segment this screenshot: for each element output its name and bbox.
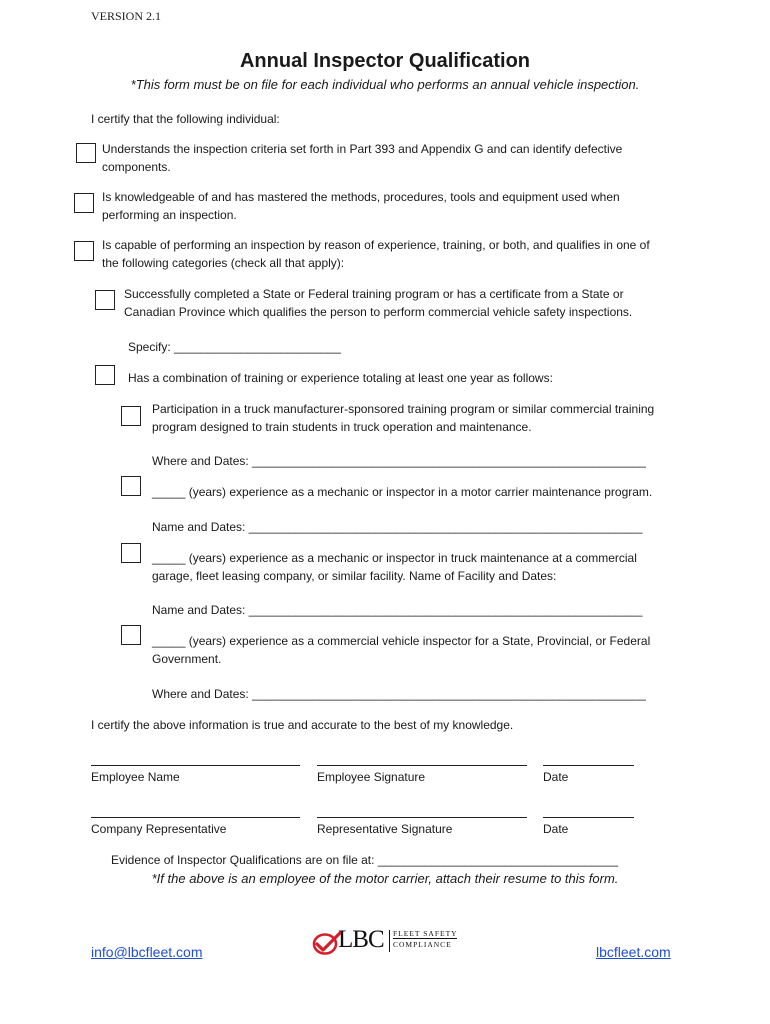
- combination-checkbox[interactable]: [95, 365, 115, 385]
- logo-sub-text-2: COMPLIANCE: [393, 940, 452, 949]
- employee-name-line[interactable]: [91, 765, 300, 766]
- mechanic-carrier-line1: _____ (years) experience as a mechanic or inspector in a motor carrier maintenance program.: [152, 485, 653, 499]
- employee-signature-label: Employee Signature: [317, 770, 426, 784]
- website-link[interactable]: lbcfleet.com: [596, 944, 671, 960]
- manufacturer-checkbox[interactable]: [121, 406, 141, 426]
- gov-inspector-checkbox[interactable]: [121, 625, 141, 645]
- gov-inspector-line2: Government.: [152, 652, 222, 666]
- specify-field[interactable]: Specify: _________________________: [128, 340, 341, 354]
- lbc-logo: [312, 926, 460, 960]
- mechanic-carrier-name-dates-field[interactable]: Name and Dates: ___________________________________________________________: [152, 520, 643, 534]
- email-link[interactable]: info@lbcfleet.com: [91, 944, 203, 960]
- understands-line2: components.: [102, 160, 171, 174]
- evidence-field[interactable]: Evidence of Inspector Qualifications are on file at: ____________________________________: [111, 853, 619, 867]
- manufacturer-line2: program designed to train students in truck operation and maintenance.: [152, 420, 532, 434]
- gov-inspector-line1: _____ (years) experience as a commercial vehicle inspector for a State, Provincial, or Federal: [152, 634, 651, 648]
- company-rep-label: Company Representative: [91, 822, 227, 836]
- knowledgeable-line1: Is knowledgeable of and has mastered the methods, procedures, tools and equipment used when: [102, 190, 620, 204]
- gov-inspector-where-dates-field[interactable]: Where and Dates: ___________________________________________________________: [152, 687, 646, 701]
- logo-sub-text-1: FLEET SAFETY: [393, 929, 458, 938]
- knowledgeable-line2: performing an inspection.: [102, 208, 237, 222]
- training-program-line2: Canadian Province which qualifies the person to perform commercial vehicle safety inspections.: [124, 305, 633, 319]
- capable-line2: the following categories (check all that apply):: [102, 256, 345, 270]
- capable-checkbox[interactable]: [74, 241, 94, 261]
- resume-note: *If the above is an employee of the motor carrier, attach their resume to this form.: [151, 871, 619, 886]
- understands-line1: Understands the inspection criteria set forth in Part 393 and Appendix G and can identify defective: [102, 142, 623, 156]
- mechanic-garage-line2: garage, fleet leasing company, or similar facility. Name of Facility and Dates:: [152, 569, 557, 583]
- manufacturer-where-dates-field[interactable]: Where and Dates: ___________________________________________________________: [152, 454, 646, 468]
- manufacturer-line1: Participation in a truck manufacturer-sponsored training program or similar commercial training: [152, 402, 655, 416]
- logo-divider: [389, 930, 390, 952]
- logo-main-text: LBC: [338, 926, 384, 953]
- rep-signature-line[interactable]: [317, 817, 527, 818]
- date-label-2: Date: [543, 822, 569, 836]
- date-line-1[interactable]: [543, 765, 634, 766]
- training-program-line1: Successfully completed a State or Federal training program or has a certificate from a State or: [124, 287, 624, 301]
- mechanic-garage-name-dates-field[interactable]: Name and Dates: ___________________________________________________________: [152, 603, 643, 617]
- training-program-checkbox[interactable]: [95, 290, 115, 310]
- capable-line1: Is capable of performing an inspection by reason of experience, training, or both, and qualifies in one of: [102, 238, 650, 252]
- rep-signature-label: Representative Signature: [317, 822, 453, 836]
- knowledgeable-checkbox[interactable]: [74, 193, 94, 213]
- mechanic-garage-line1: _____ (years) experience as a mechanic or inspector in truck maintenance at a commercial: [152, 551, 637, 565]
- logo-rule: [393, 938, 457, 939]
- company-rep-line[interactable]: [91, 817, 300, 818]
- understands-checkbox[interactable]: [76, 143, 96, 163]
- certify-text: I certify the above information is true and accurate to the best of my knowledge.: [91, 718, 514, 732]
- employee-signature-line[interactable]: [317, 765, 527, 766]
- date-line-2[interactable]: [543, 817, 634, 818]
- employee-name-label: Employee Name: [91, 770, 180, 784]
- combination-line1: Has a combination of training or experience totaling at least one year as follows:: [128, 371, 553, 385]
- mechanic-carrier-checkbox[interactable]: [121, 476, 141, 496]
- date-label-1: Date: [543, 770, 569, 784]
- intro-text: I certify that the following individual:: [91, 112, 280, 126]
- page-subtitle: *This form must be on file for each individual who performs an annual vehicle inspection.: [130, 77, 640, 92]
- page-title: Annual Inspector Qualification: [239, 50, 531, 72]
- version-label: VERSION 2.1: [91, 9, 162, 23]
- mechanic-garage-checkbox[interactable]: [121, 543, 141, 563]
